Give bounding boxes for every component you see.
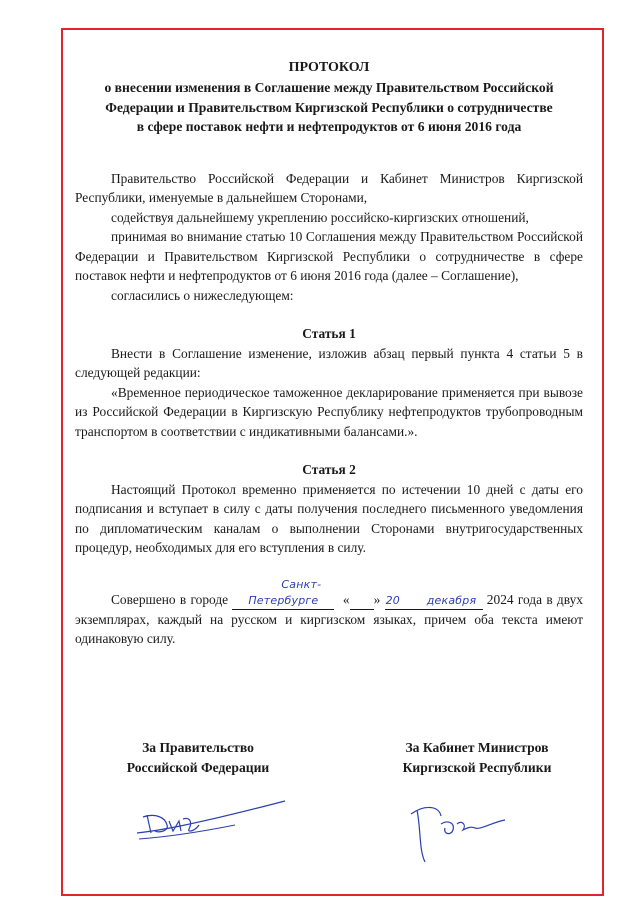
article-1-paragraph: Внести в Соглашение изменение, изложив абзац первый пункта 4 статьи 5 в следующей редакции:: [75, 345, 583, 380]
document-body: [75, 58, 583, 649]
quote-open: «: [342, 591, 350, 607]
document-subtitle: [75, 78, 583, 137]
subtitle-line: в сфере поставок нефти и нефтепродуктов от 6 июня 2016 года: [136, 119, 522, 134]
signatory-line: За Кабинет Министров: [405, 740, 549, 755]
document-title: ПРОТОКОЛ: [288, 60, 370, 75]
signatory-line: За Правительство: [142, 740, 254, 755]
preamble-paragraph: Правительство Российской Федерации и Кабинет Министров Киргизской Республики, именуемые в дальнейшем Сторонами,: [75, 170, 583, 205]
article-1-heading: Статья 1: [302, 326, 356, 341]
month-handwritten: декабря: [385, 593, 483, 610]
preamble-paragraph: содействуя дальнейшему укреплению российско-киргизских отношений,: [111, 209, 529, 225]
article-2-heading: Статья 2: [302, 462, 356, 477]
article-2-paragraph: Настоящий Протокол временно применяется по истечении 10 дней с даты его подписания и вступает в силу с даты получения последнего письменного уведомления по дипломатическим каналам о выполнении Сторонами внутригосударственных процедур, необходимых для его вступления в силу.: [75, 481, 583, 555]
quote-close: »: [373, 591, 381, 607]
closing-year: 2024 года: [486, 591, 543, 607]
closing-paragraph: [75, 577, 583, 649]
signatory-line: Киргизской Республики: [402, 759, 552, 775]
day-handwritten: 20: [350, 593, 374, 610]
signature-kyrgyzstan: [405, 800, 515, 870]
signatory-russia: [78, 738, 318, 777]
subtitle-line: Федерации и Правительством Киргизской Республики о сотрудничестве: [105, 99, 553, 115]
article-1-quote: «Временное периодическое таможенное декларирование применяется при вывозе из Российской Федерации в Киргизскую Республику нефтепродуктов трубопроводным транспортом в соответствии с индикативными балансами.».: [75, 384, 583, 439]
subtitle-line: о внесении изменения в Соглашение между Правительством Российской: [104, 80, 554, 95]
city-handwritten: Санкт-Петербурге: [232, 577, 334, 610]
closing-prefix: Совершено в городе: [111, 591, 229, 607]
signatory-kyrgyzstan: [357, 738, 597, 777]
signature-russia: [125, 795, 295, 850]
preamble-paragraph: принимая во внимание статью 10 Соглашения между Правительством Российской Федерации и Правительством Киргизской Республики о сотрудничестве в сфере поставок нефти и нефтепродуктов от 6 июня 2016 года (далее – Соглашение),: [75, 229, 583, 283]
closing-rest: в двух экземплярах, каждый на русском и киргизском языках, причем оба текста имеют одинаковую силу.: [75, 591, 583, 646]
preamble-paragraph: согласились о нижеследующем:: [111, 287, 294, 303]
signatory-line: Российской Федерации: [126, 759, 270, 775]
